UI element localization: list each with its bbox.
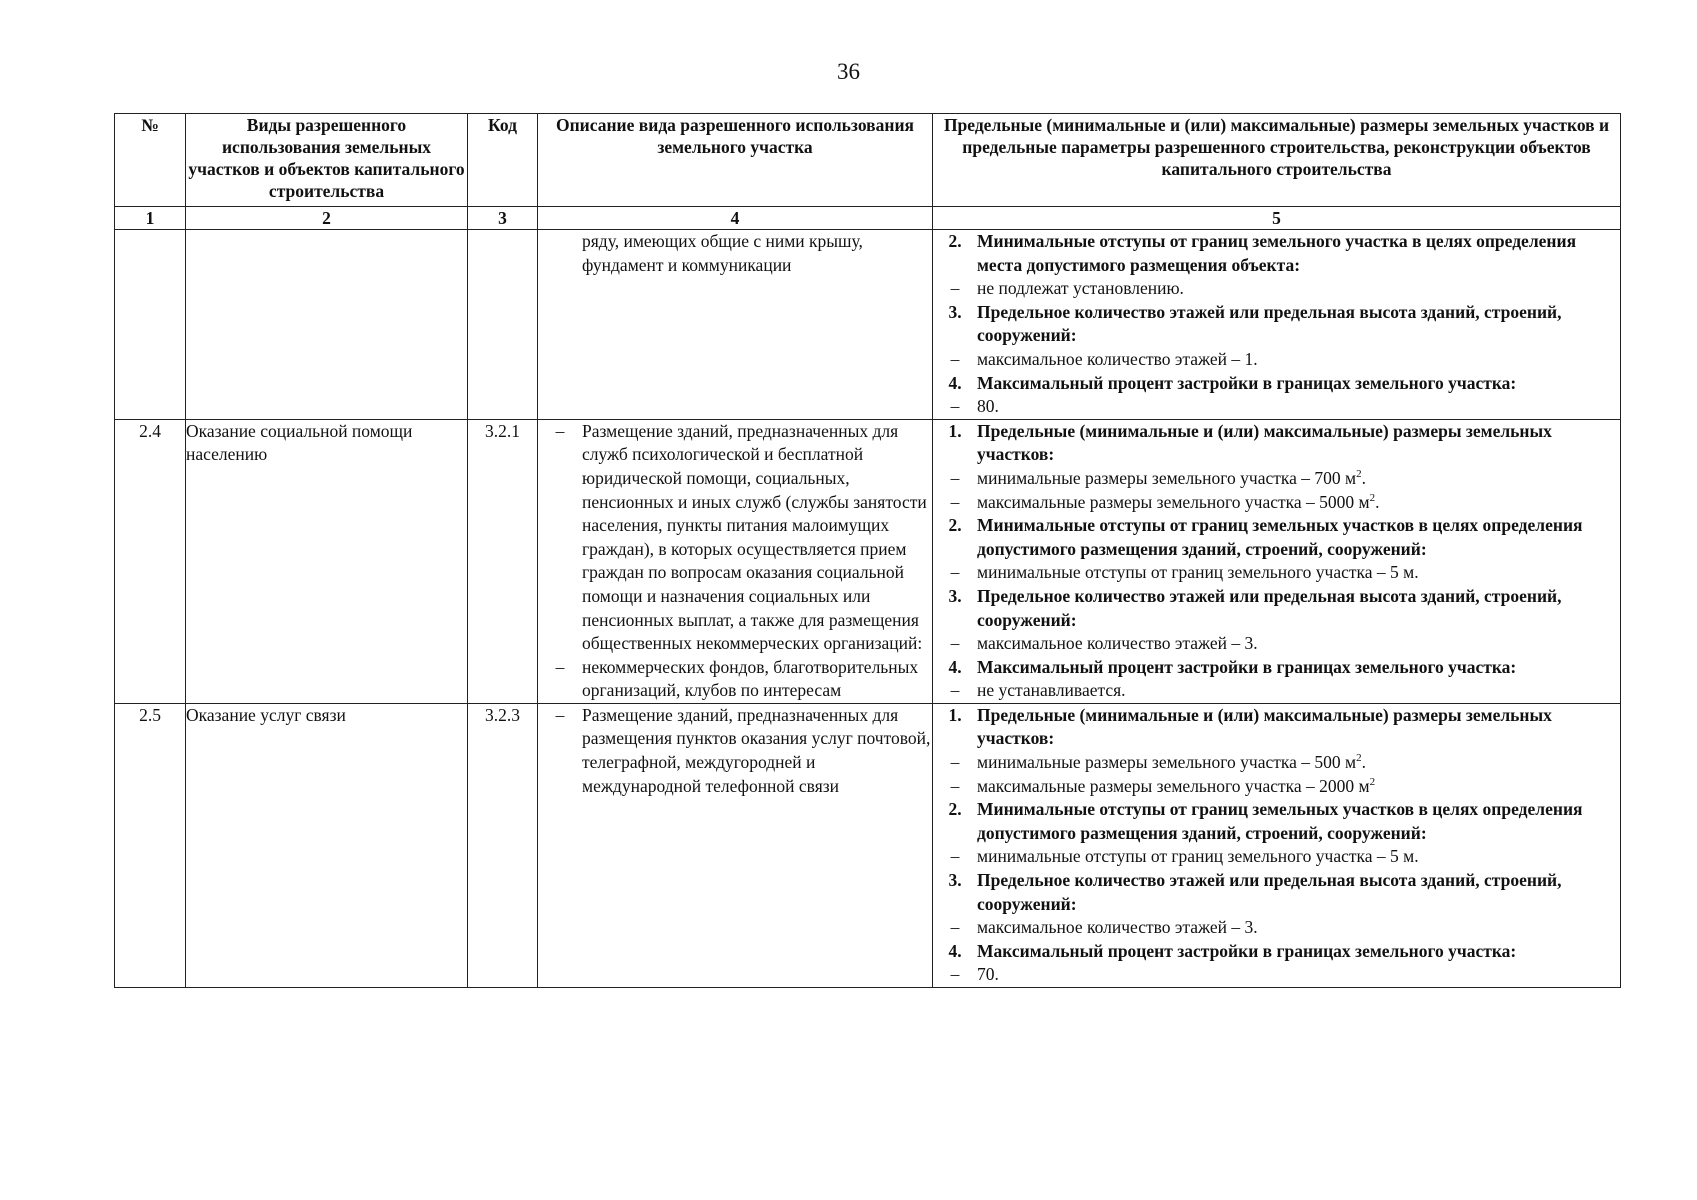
parameter-text — [977, 751, 1620, 775]
row-use-type: Оказание социальной помощи населению — [186, 419, 468, 703]
row-parameters — [933, 230, 1621, 420]
parameter-text-main: максимальное количество этажей – 3. — [977, 917, 1258, 938]
parameter-text-main: максимальные размеры земельного участка – 2000 м — [977, 775, 1370, 796]
parameter-text-main: 80. — [977, 396, 999, 417]
parameter-marker: – — [950, 562, 960, 583]
parameter-marker: – — [950, 752, 960, 773]
parameter-heading — [933, 798, 1620, 845]
parameter-text-main: минимальные отступы от границ земельного участка – 5 м. — [977, 846, 1419, 867]
parameter-text — [977, 395, 1620, 419]
column-number: 5 — [933, 207, 1621, 230]
parameter-value — [933, 845, 1620, 869]
header-use-type: Виды разрешенного использования земельных участков и объектов капитального строительства — [186, 114, 468, 207]
parameter-text-main: Предельное количество этажей или предельная высота зданий, строений, сооружений: — [977, 585, 1562, 630]
parameter-marker: 2. — [948, 799, 962, 820]
parameter-text-main: Максимальный процент застройки в границах земельного участка: — [977, 940, 1517, 961]
parameter-text-main: максимальные размеры земельного участка – 5000 м — [977, 491, 1370, 512]
parameter-marker: – — [950, 348, 960, 369]
parameter-text-main: Минимальные отступы от границ земельных участков в целях определения допустимого размещения зданий, строений, сооружений: — [977, 515, 1583, 559]
parameter-text — [977, 585, 1620, 632]
description-dash — [538, 230, 582, 277]
parameter-value — [933, 467, 1620, 491]
superscript: 2 — [1369, 775, 1376, 788]
row-use-type — [186, 230, 468, 420]
parameter-value — [933, 277, 1620, 301]
row-parameters — [933, 419, 1621, 703]
row-description — [538, 419, 933, 703]
parameter-marker: – — [950, 278, 960, 299]
parameter-text — [977, 916, 1620, 940]
parameter-marker: – — [950, 396, 960, 417]
description-dash: – — [555, 656, 565, 677]
parameter-marker: – — [950, 680, 960, 701]
parameter-text — [977, 561, 1620, 585]
description-item — [538, 420, 932, 656]
parameter-text — [977, 230, 1620, 277]
parameter-heading — [933, 869, 1620, 916]
parameter-heading — [933, 940, 1620, 964]
description-text: ряду, имеющих общие с ними крышу, фундамент и коммуникации — [582, 231, 863, 275]
parameter-value — [933, 632, 1620, 656]
parameter-heading — [933, 514, 1620, 561]
parameter-marker: 1. — [948, 420, 962, 441]
superscript: 2 — [1369, 491, 1376, 504]
row-number: 2.5 — [115, 703, 186, 987]
header-parameters: Предельные (минимальные и (или) максимальные) размеры земельных участков и предельные параметры разрешенного строительства, реконструкции объектов капитального строительства — [933, 114, 1621, 207]
table-header-row — [115, 114, 1621, 207]
parameter-text — [977, 940, 1620, 964]
header-number: № — [115, 114, 186, 207]
parameter-text — [977, 277, 1620, 301]
row-code: 3.2.1 — [468, 419, 538, 703]
parameter-text-main: Минимальные отступы от границ земельного участка в целях определения места допустимого размещения объекта: — [977, 231, 1577, 275]
row-number — [115, 230, 186, 420]
land-use-table — [114, 113, 1621, 988]
parameter-marker: 3. — [948, 870, 962, 891]
parameter-text-after: . — [1361, 752, 1366, 773]
parameter-text — [977, 491, 1620, 515]
parameter-text-main: Минимальные отступы от границ земельных участков в целях определения допустимого размещения зданий, строений, сооружений: — [977, 799, 1583, 843]
parameter-value — [933, 963, 1620, 987]
parameter-text-main: не подлежат установлению. — [977, 278, 1184, 299]
description-item — [538, 704, 932, 798]
parameter-text-main: максимальное количество этажей – 1. — [977, 348, 1258, 369]
description-text: Размещение зданий, предназначенных для размещения пунктов оказания услуг почтовой, телеграфной, междугородней и международной телефонной связи — [582, 704, 931, 796]
row-description — [538, 703, 933, 987]
parameter-heading — [933, 420, 1620, 467]
parameter-text — [977, 656, 1620, 680]
parameter-marker: – — [950, 491, 960, 512]
parameter-value — [933, 561, 1620, 585]
parameter-marker: – — [950, 964, 960, 985]
parameter-text — [977, 869, 1620, 916]
parameter-marker: 2. — [948, 515, 962, 536]
parameter-marker: 2. — [948, 231, 962, 251]
table-row — [115, 703, 1621, 987]
row-code — [468, 230, 538, 420]
parameter-text — [977, 798, 1620, 845]
parameter-value — [933, 751, 1620, 775]
parameter-heading — [933, 230, 1620, 277]
description-dash: – — [555, 704, 565, 725]
parameter-marker: 3. — [948, 301, 962, 322]
parameter-text — [977, 301, 1620, 348]
parameter-text-main: Предельное количество этажей или предельная высота зданий, строений, сооружений: — [977, 301, 1562, 346]
parameter-text — [977, 372, 1620, 396]
parameter-text-main: не устанавливается. — [977, 680, 1126, 701]
parameter-marker: 4. — [948, 372, 962, 393]
parameter-marker: – — [950, 633, 960, 654]
parameter-text — [977, 348, 1620, 372]
parameter-text — [977, 775, 1620, 799]
parameter-marker: 1. — [948, 704, 962, 725]
description-dash: – — [555, 420, 565, 441]
parameter-marker: 3. — [948, 585, 962, 606]
parameter-value — [933, 916, 1620, 940]
table-row — [115, 230, 1621, 420]
parameter-value — [933, 395, 1620, 419]
description-text: Размещение зданий, предназначенных для служб психологической и бесплатной юридической помощи, социальных, пенсионных и иных служб (службы занятости населения, пункты питания малоимущих граждан), в которых осуществляется прием граждан по вопросам оказания социальной помощи и назначения социальных или пенсионных выплат, а также для размещения общественных некоммерческих организаций: — [582, 420, 927, 654]
column-number: 1 — [115, 207, 186, 230]
parameter-marker: – — [950, 467, 960, 488]
parameter-text-main: Предельное количество этажей или предельная высота зданий, строений, сооружений: — [977, 870, 1562, 914]
parameter-text — [977, 420, 1620, 467]
row-code: 3.2.3 — [468, 703, 538, 987]
parameter-text — [977, 679, 1620, 703]
parameter-text — [977, 632, 1620, 656]
parameter-text — [977, 845, 1620, 869]
parameter-text-main: минимальные отступы от границ земельного участка – 5 м. — [977, 562, 1419, 583]
parameter-text-main: 70. — [977, 964, 999, 985]
parameter-heading — [933, 372, 1620, 396]
parameter-marker: – — [950, 775, 960, 796]
header-code: Код — [468, 114, 538, 207]
description-item — [538, 656, 932, 703]
parameter-text-main: максимальное количество этажей – 3. — [977, 633, 1258, 654]
column-number: 3 — [468, 207, 538, 230]
parameter-text-after: . — [1375, 491, 1380, 512]
parameter-text-main: Предельные (минимальные и (или) максимальные) размеры земельных участков: — [977, 420, 1552, 465]
parameter-marker: – — [950, 917, 960, 938]
column-number: 2 — [186, 207, 468, 230]
parameter-text — [977, 704, 1620, 751]
parameter-heading — [933, 585, 1620, 632]
description-item — [538, 230, 932, 277]
parameter-text — [977, 467, 1620, 491]
description-text: некоммерческих фондов, благотворительных организаций, клубов по интересам — [582, 656, 919, 701]
column-number-row — [115, 207, 1621, 230]
parameter-text-main: минимальные размеры земельного участка – 500 м — [977, 752, 1357, 773]
parameter-heading — [933, 704, 1620, 751]
parameter-value — [933, 348, 1620, 372]
parameter-value — [933, 679, 1620, 703]
parameter-marker: 4. — [948, 656, 962, 677]
parameter-text — [977, 514, 1620, 561]
row-use-type: Оказание услуг связи — [186, 703, 468, 987]
parameter-text-main: Максимальный процент застройки в границах земельного участка: — [977, 656, 1517, 677]
row-number: 2.4 — [115, 419, 186, 703]
parameter-text-after: . — [1361, 467, 1366, 488]
parameter-text — [977, 963, 1620, 987]
superscript: 2 — [1356, 468, 1362, 481]
parameter-heading — [933, 301, 1620, 348]
header-description: Описание вида разрешенного использования земельного участка — [538, 114, 933, 207]
row-parameters — [933, 703, 1621, 987]
row-description — [538, 230, 933, 420]
parameter-text-main: минимальные размеры земельного участка – 700 м — [977, 467, 1357, 488]
superscript: 2 — [1356, 752, 1362, 765]
parameter-marker: 4. — [948, 940, 962, 961]
column-number: 4 — [538, 207, 933, 230]
parameter-marker: – — [950, 846, 960, 867]
page-number: 36 — [837, 59, 860, 84]
parameter-text-main: Максимальный процент застройки в границах земельного участка: — [977, 372, 1517, 393]
parameter-value — [933, 775, 1620, 799]
parameter-text-main: Предельные (минимальные и (или) максимальные) размеры земельных участков: — [977, 704, 1552, 749]
parameter-heading — [933, 656, 1620, 680]
parameter-value — [933, 491, 1620, 515]
table-row — [115, 419, 1621, 703]
